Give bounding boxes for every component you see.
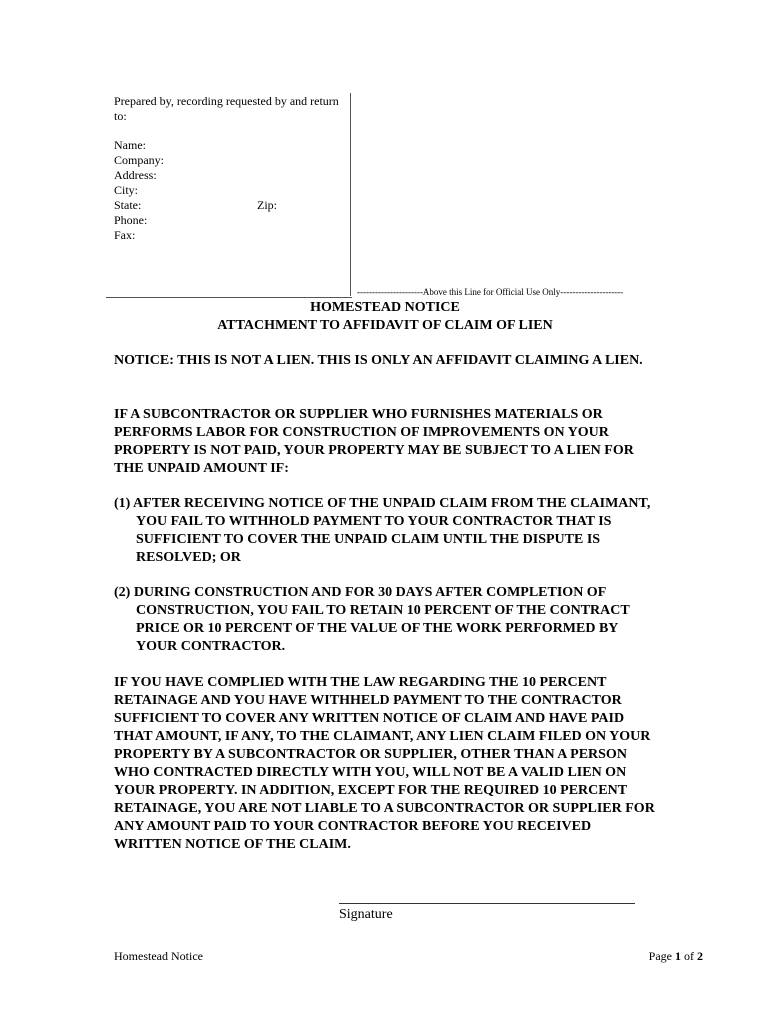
- address-field-label: Address:: [114, 168, 157, 182]
- name-field-label: Name:: [114, 138, 146, 152]
- condition-item-1: (1) AFTER RECEIVING NOTICE OF THE UNPAID CLAIM FROM THE CLAIMANT, YOU FAIL TO WITHHOLD PAYMENT TO YOUR CONTRACTOR THAT IS SUFFICIENT TO COVER THE UNPAID CLAIM UNTIL THE DISPUTE IS RESOLVED; OR: [114, 496, 651, 565]
- company-field-label: Company:: [114, 153, 164, 167]
- signature-label: Signature: [339, 907, 393, 922]
- header-divider-vertical: [350, 93, 351, 296]
- phone-field-label: Phone:: [114, 213, 148, 227]
- page-of: of: [681, 949, 697, 963]
- zip-field-label: Zip:: [257, 198, 277, 212]
- header-divider-horizontal: [106, 297, 352, 298]
- page-prefix: Page: [648, 949, 675, 963]
- contact-fields: [114, 138, 164, 243]
- footer-document-name: Homestead Notice: [114, 949, 203, 963]
- lien-conditions-paragraph: IF A SUBCONTRACTOR OR SUPPLIER WHO FURNISHES MATERIALS OR PERFORMS LABOR FOR CONSTRUCTION OF IMPROVEMENTS ON YOUR PROPERTY IS NOT PAID, YOUR PROPERTY MAY BE SUBJECT TO A LIEN FOR THE UNPAID AMOUNT IF:: [114, 407, 634, 476]
- state-field-label: State:: [114, 198, 142, 212]
- official-use-line: ----------------------Above this Line for Official Use Only---------------------: [357, 287, 624, 297]
- compliance-paragraph: IF YOU HAVE COMPLIED WITH THE LAW REGARDING THE 10 PERCENT RETAINAGE AND YOU HAVE WITHHELD PAYMENT TO THE CONTRACTOR SUFFICIENT TO COVER ANY WRITTEN NOTICE OF CLAIM AND HAVE PAID THAT AMOUNT, IF ANY, TO THE CLAIMANT, ANY LIEN CLAIM FILED ON YOUR PROPERTY BY A SUBCONTRACTOR OR SUPPLIER, OTHER THAN A PERSON WHO CONTRACTED DIRECTLY WITH YOU, WILL NOT BE A VALID LIEN ON YOUR PROPERTY. IN ADDITION, EXCEPT FOR THE REQUIRED 10 PERCENT RETAINAGE, YOU ARE NOT LIABLE TO A SUBCONTRACTOR OR SUPPLIER FOR ANY AMOUNT PAID TO YOUR CONTRACTOR BEFORE YOU RECEIVED WRITTEN NOTICE OF THE CLAIM.: [114, 675, 655, 852]
- page-number: [649, 949, 703, 964]
- notice-paragraph: NOTICE: THIS IS NOT A LIEN. THIS IS ONLY AN AFFIDAVIT CLAIMING A LIEN.: [114, 353, 643, 368]
- prepared-by-label: Prepared by, recording requested by and return to:: [114, 94, 339, 123]
- fax-field-label: Fax:: [114, 228, 136, 242]
- document-title: HOMESTEAD NOTICE: [310, 300, 460, 315]
- signature-line[interactable]: [339, 903, 635, 904]
- page-current: 1: [675, 949, 681, 963]
- condition-item-2: (2) DURING CONSTRUCTION AND FOR 30 DAYS AFTER COMPLETION OF CONSTRUCTION, YOU FAIL TO RETAIN 10 PERCENT OF THE CONTRACT PRICE OR 10 PERCENT OF THE VALUE OF THE WORK PERFORMED BY YOUR CONTRACTOR.: [114, 585, 630, 654]
- document-subtitle: ATTACHMENT TO AFFIDAVIT OF CLAIM OF LIEN: [217, 318, 553, 333]
- city-field-label: City:: [114, 183, 139, 197]
- page-total: 2: [697, 949, 703, 963]
